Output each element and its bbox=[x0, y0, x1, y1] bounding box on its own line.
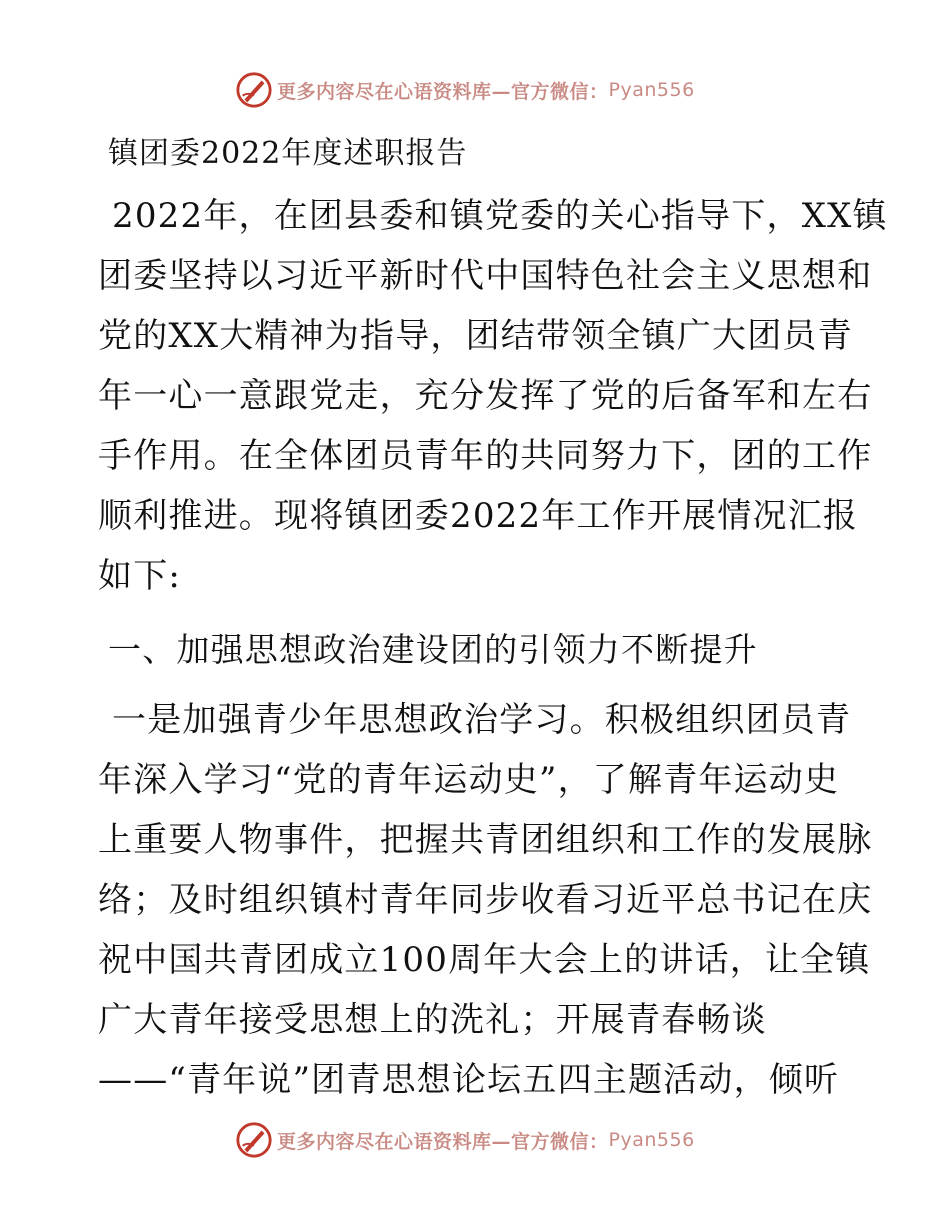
paragraph-line: 年深入学习“党的青年运动史”，了解青年运动史 bbox=[98, 760, 840, 800]
watermark-wechat-id: Pyan556 bbox=[608, 1129, 695, 1151]
watermark-text: 更多内容尽在心语资料库—官方微信： bbox=[277, 1130, 609, 1153]
section-heading: 一、加强思想政治建设团的引领力不断提升 bbox=[108, 630, 758, 669]
paragraph-line: 2022年，在团县委和镇党委的关心指导下，XX镇 bbox=[112, 196, 888, 236]
watermark-text: 更多内容尽在心语资料库—官方微信： bbox=[277, 80, 609, 103]
paragraph-line: 手作用。在全体团员青年的共同努力下，团的工作 bbox=[98, 436, 873, 476]
paragraph-line: 广大青年接受思想上的洗礼；开展青春畅谈 bbox=[98, 1000, 767, 1040]
document-title: 镇团委2022年度述职报告 bbox=[108, 136, 468, 171]
paragraph-line: 如下: bbox=[98, 556, 182, 596]
watermark-top bbox=[235, 70, 695, 110]
paragraph-line: 祝中国共青团成立100周年大会上的讲话，让全镇 bbox=[98, 940, 871, 980]
paragraph-line: 年一心一意跟党走，充分发挥了党的后备军和左右 bbox=[98, 376, 873, 416]
paragraph-line: 络；及时组织镇村青年同步收看习近平总书记在庆 bbox=[98, 880, 873, 920]
paragraph-line: 上重要人物事件，把握共青团组织和工作的发展脉 bbox=[98, 820, 873, 860]
paragraph-line: 团委坚持以习近平新时代中国特色社会主义思想和 bbox=[98, 256, 873, 296]
paragraph-line: 党的XX大精神为指导，团结带领全镇广大团员青 bbox=[98, 316, 853, 356]
paragraph-line: 一是加强青少年思想政治学习。积极组织团员青 bbox=[112, 700, 852, 740]
quill-seal-icon bbox=[235, 71, 273, 109]
watermark-wechat-id: Pyan556 bbox=[608, 79, 695, 101]
watermark-bottom bbox=[235, 1120, 695, 1160]
paragraph-line: ——“青年说”团青思想论坛五四主题活动，倾听 bbox=[98, 1060, 840, 1100]
quill-seal-icon bbox=[235, 1121, 273, 1159]
paragraph-line: 顺利推进。现将镇团委2022年工作开展情况汇报 bbox=[98, 496, 859, 536]
